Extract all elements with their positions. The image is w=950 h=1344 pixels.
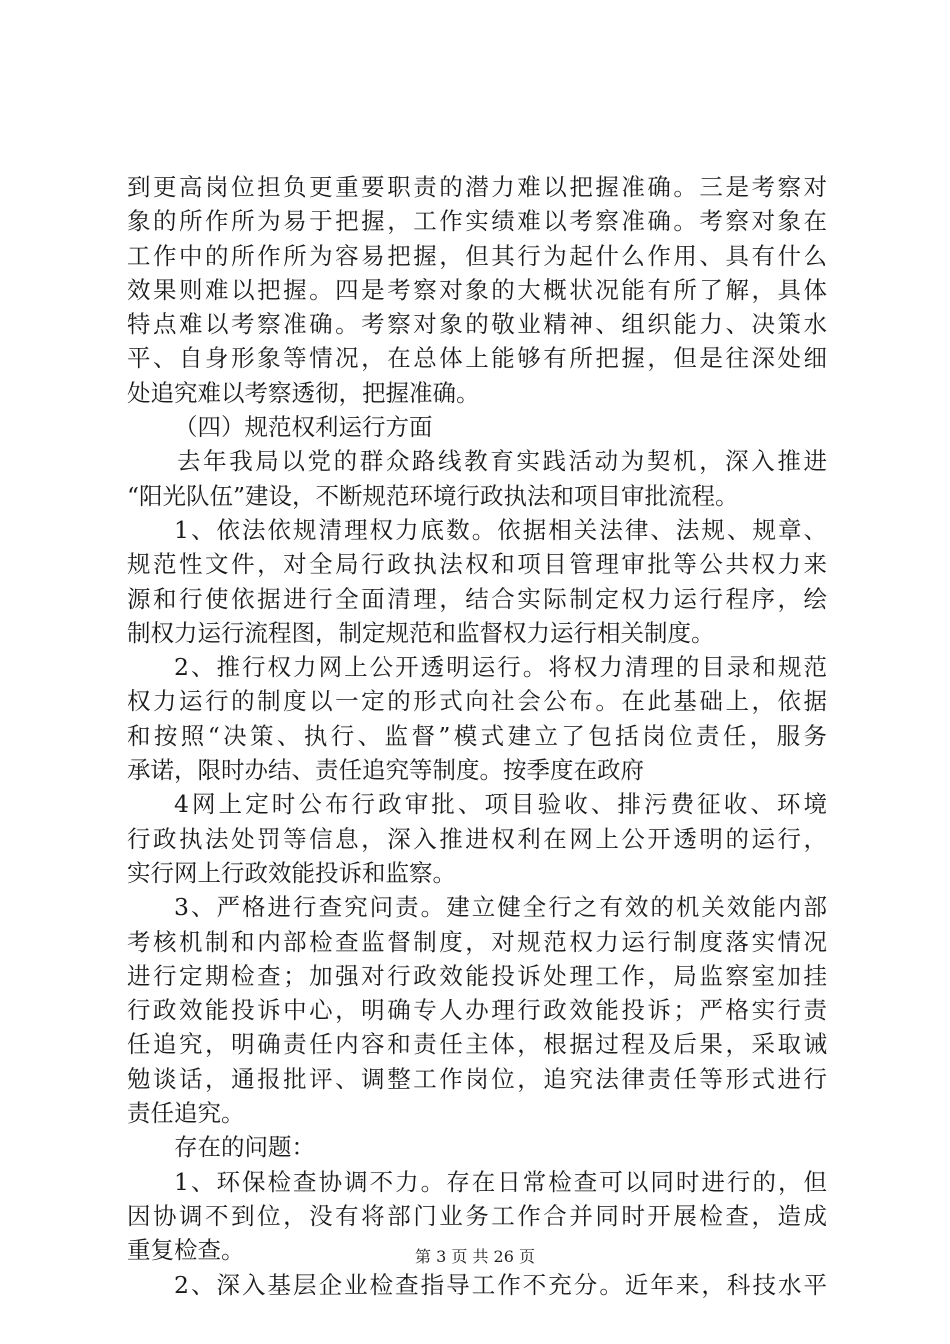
document-body <box>127 170 827 1302</box>
text-line: 效果则难以把握。四是考察对象的大概状况能有所了解，具体 <box>127 275 827 304</box>
text-line: 因协调不到位，没有将部门业务工作合并同时开展检查，造成 <box>127 1201 827 1230</box>
text-line: 规范性文件，对全局行政执法权和项目管理审批等公共权力来 <box>127 550 827 579</box>
text-line: “阳光队伍”建设，不断规范环境行政执法和项目审批流程。 <box>127 481 739 510</box>
text-line: 考核机制和内部检查监督制度，对规范权力运行制度落实情况 <box>127 927 827 956</box>
text-line: 2、推行权力网上公开透明运行。将权力清理的目录和规范 <box>174 653 827 682</box>
text-line: 和按照“决策、执行、监督”模式建立了包括岗位责任，服务 <box>127 721 827 750</box>
text-line: 进行定期检查；加强对行政效能投诉处理工作，局监察室加挂 <box>127 961 827 990</box>
text-line: 1、依法依规清理权力底数。依据相关法律、法规、规章、 <box>174 515 827 544</box>
text-line: 制权力运行流程图，制定规范和监督权力运行相关制度。 <box>127 618 715 647</box>
text-line: 去年我局以党的群众路线教育实践活动为契机，深入推进 <box>177 447 827 476</box>
text-line: 勉谈话，通报批评、调整工作岗位，追究法律责任等形式进行 <box>127 1064 827 1093</box>
text-line: 责任追究。 <box>127 1099 245 1128</box>
text-line: 1、环保检查协调不力。存在日常检查可以同时进行的，但 <box>174 1167 827 1196</box>
section-heading: 存在的问题： <box>174 1133 315 1162</box>
text-line: 源和行使依据进行全面清理，结合实际制定权力运行程序，绘 <box>127 584 827 613</box>
text-line: 4网上定时公布行政审批、项目验收、排污费征收、环境 <box>174 790 827 819</box>
text-line: 行政执法处罚等信息，深入推进权利在网上公开透明的运行， <box>127 824 827 853</box>
text-line: 到更高岗位担负更重要职责的潜力难以把握准确。三是考察对 <box>127 173 827 201</box>
page-number-footer: 第 3 页 共 26 页 <box>415 1247 535 1266</box>
text-line: 特点难以考察准确。考察对象的敬业精神、组织能力、决策水 <box>127 310 827 339</box>
text-line: 重复检查。 <box>127 1236 245 1265</box>
text-line: 2、深入基层企业检查指导工作不充分。近年来，科技水平 <box>174 1270 827 1299</box>
section-heading: （四）规范权利运行方面 <box>174 413 433 442</box>
text-line: 权力运行的制度以一定的形式向社会公布。在此基础上，依据 <box>127 687 827 716</box>
text-line: 3、严格进行查究问责。建立健全行之有效的机关效能内部 <box>174 893 827 922</box>
text-line: 实行网上行政效能投诉和监察。 <box>127 858 456 887</box>
text-line: 平、自身形象等情况，在总体上能够有所把握，但是往深处细 <box>127 344 827 373</box>
text-line: 象的所作所为易于把握，工作实绩难以考察准确。考察对象在 <box>127 207 827 236</box>
text-line: 工作中的所作所为容易把握，但其行为起什么作用、具有什么 <box>127 241 827 270</box>
text-line: 承诺，限时办结、责任追究等制度。按季度在政府 <box>127 756 644 785</box>
text-line: 任追究，明确责任内容和责任主体，根据过程及后果，采取诫 <box>127 1030 827 1059</box>
text-line: 处追究难以考察透彻，把握准确。 <box>127 378 480 407</box>
text-line: 行政效能投诉中心，明确专人办理行政效能投诉；严格实行责 <box>127 996 827 1025</box>
